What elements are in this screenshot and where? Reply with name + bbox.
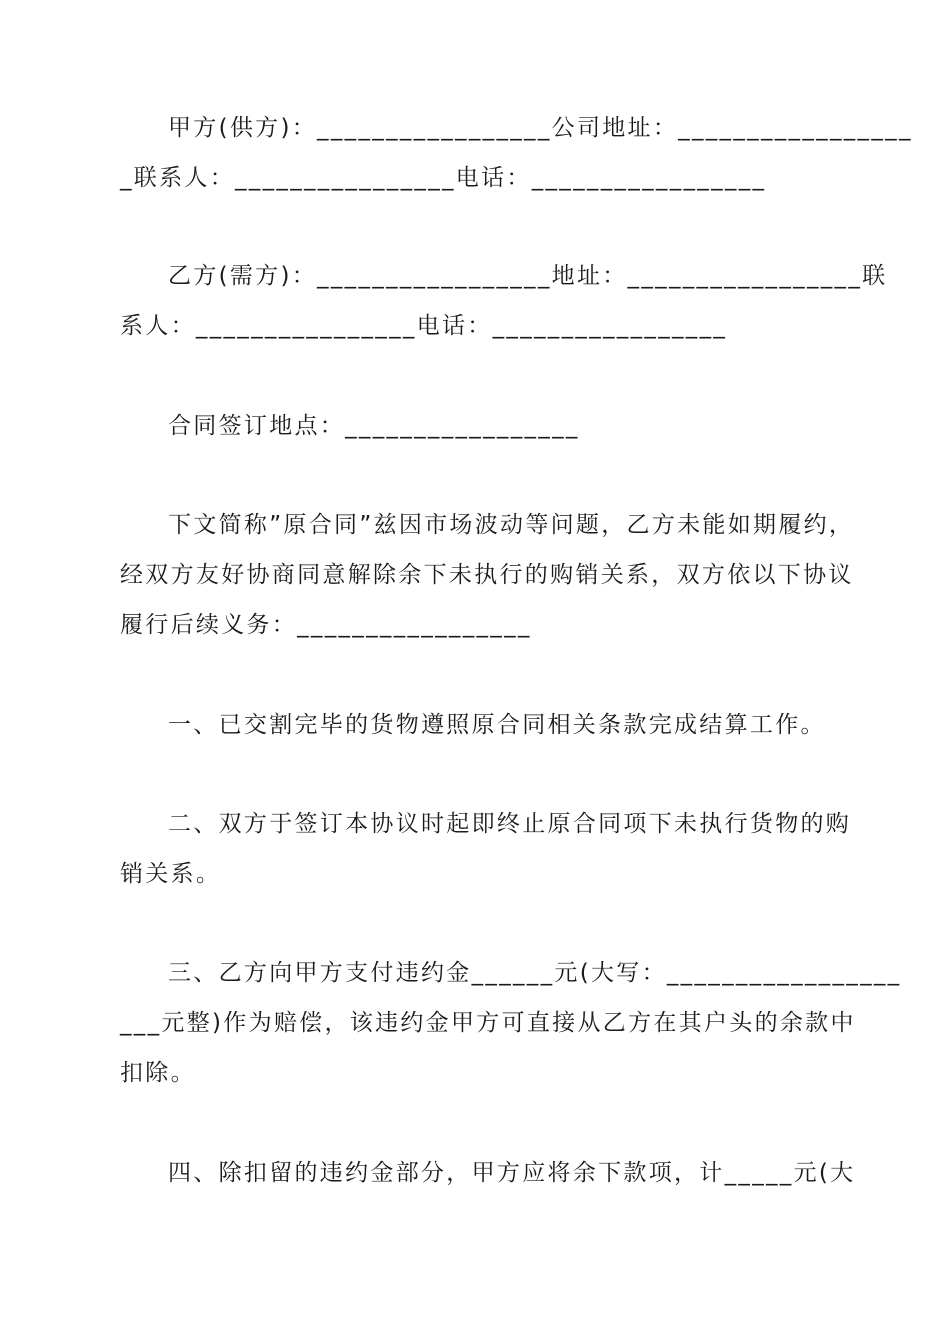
clause-3-line-2: ___元整)作为赔偿，该违约金甲方可直接从乙方在其户头的余款中 <box>120 1010 856 1036</box>
clause-4-line-1: 四、除扣留的违约金部分，甲方应将余下款项，计_____元(大 <box>168 1160 856 1186</box>
clause-2-line-2: 销关系。 <box>120 861 222 887</box>
clause-3-paragraph <box>120 948 902 1098</box>
clause-1-paragraph <box>120 700 835 750</box>
clause-4-paragraph <box>120 1148 856 1198</box>
party-a-line-1: 甲方(供方)：_________________公司地址：_________________ <box>168 115 913 141</box>
party-a-paragraph <box>120 103 913 203</box>
signing-place-paragraph <box>120 401 835 451</box>
clause-3-line-3: 扣除。 <box>120 1060 196 1086</box>
signing-place-line: 合同签订地点：_________________ <box>168 413 580 439</box>
preamble-line-2: 经双方友好协商同意解除余下未执行的购销关系，双方依以下协议 <box>120 562 854 588</box>
party-b-line-2: 系人：________________电话：_________________ <box>120 313 728 339</box>
clause-3-line-1: 三、乙方向甲方支付违约金______元(大写：_________________ <box>168 960 902 986</box>
preamble-line-3: 履行后续义务：_________________ <box>120 612 532 638</box>
party-b-line-1: 乙方(需方)：_________________地址：_________________联 <box>168 263 888 289</box>
clause-1-line-1: 一、已交割完毕的货物遵照原合同相关条款完成结算工作。 <box>168 712 826 738</box>
party-b-paragraph <box>120 251 888 351</box>
preamble-paragraph <box>120 500 855 650</box>
clause-2-line-1: 二、双方于签订本协议时起即终止原合同项下未执行货物的购 <box>168 811 852 837</box>
preamble-line-1: 下文简称”原合同”兹因市场波动等问题，乙方未能如期履约， <box>168 512 855 538</box>
party-a-line-2: _联系人：________________电话：_________________ <box>120 165 767 191</box>
clause-2-paragraph <box>120 799 852 899</box>
